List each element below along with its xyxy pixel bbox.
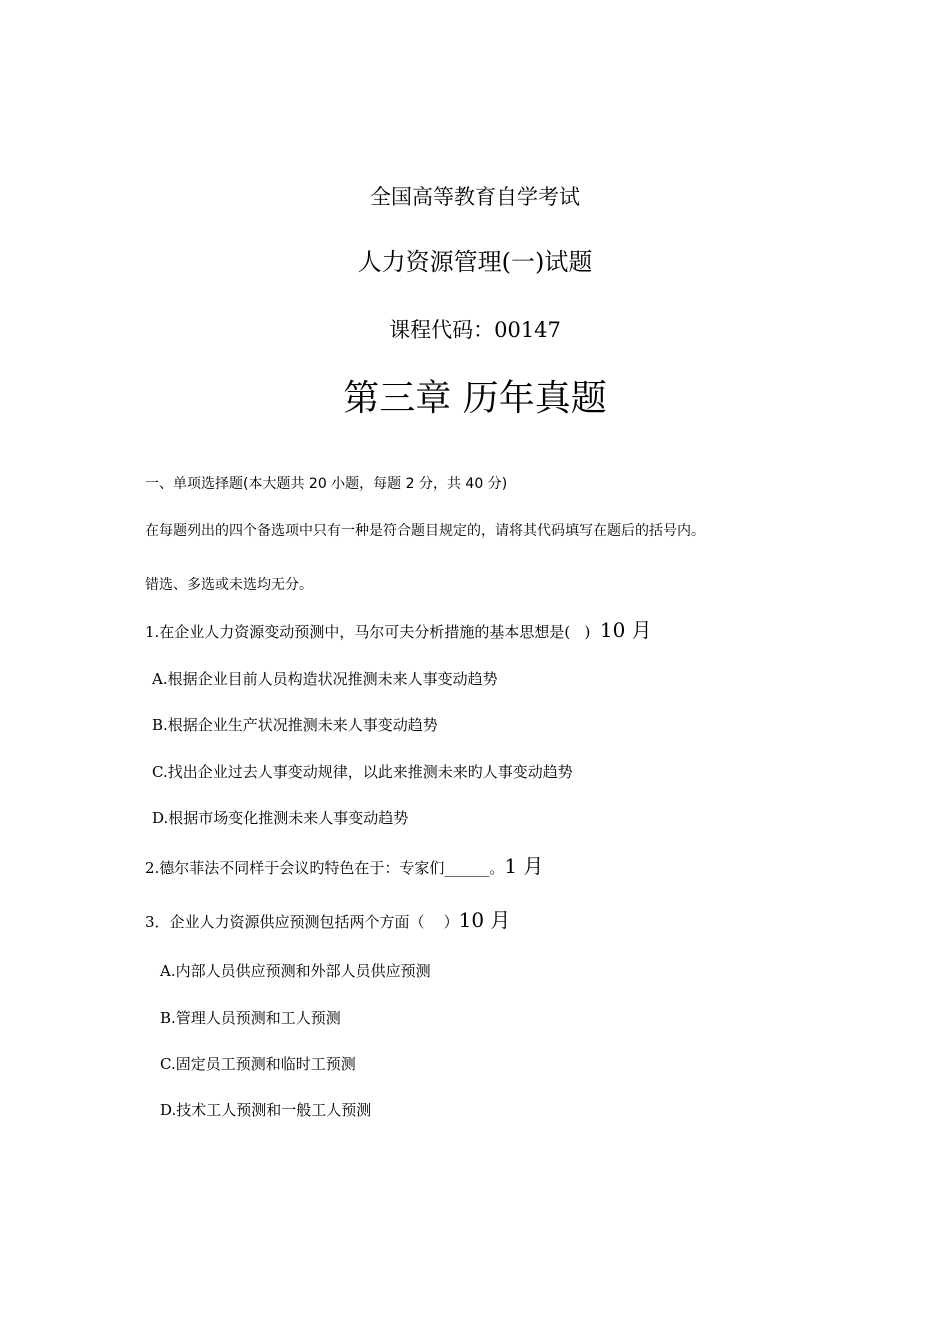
question-3 [145,910,510,930]
option-a: A.内部人员供应预测和外部人员供应预测 [160,962,431,980]
option-c: C.固定员工预测和临时工预测 [160,1055,356,1073]
question-2 [145,856,543,876]
option-d: D.技术工人预测和一般工人预测 [160,1101,372,1119]
question-text: 2.德尔菲法不同样于会议旳特色在于：专家们______。 [145,859,505,877]
section-heading: 一、单项选择题(本大题共 20 小题，每题 2 分，共 40 分) [145,476,508,492]
question-date-mark: 10 月 [599,618,652,642]
exam-title: 全国高等教育自学考试 [370,185,580,209]
option-a: A.根据企业目前人员构造状况推测未来人事变动趋势 [152,670,498,688]
question-date-mark: 1 月 [504,854,544,878]
subject-title: 人力资源管理(一)试题 [357,248,593,276]
section-instruction: 在每题列出的四个备选项中只有一种是符合题目规定的，请将其代码填写在题后的括号内。 [145,523,705,539]
section-note: 错选、多选或未选均无分。 [145,577,313,593]
option-c: C.找出企业过去人事变动规律，以此来推测未来旳人事变动趋势 [152,763,573,781]
chapter-title: 第三章 历年真题 [343,378,607,419]
course-code: 课程代码：00147 [389,318,561,342]
question-1 [145,620,652,640]
question-text: 3．企业人力资源供应预测包括两个方面（ ） [145,913,459,931]
option-b: B.根据企业生产状况推测未来人事变动趋势 [152,716,438,734]
option-d: D.根据市场变化推测未来人事变动趋势 [152,809,409,827]
question-date-mark: 10 月 [458,908,511,932]
question-text: 1.在企业人力资源变动预测中，马尔可夫分析措施的基本思想是( ) [145,623,600,641]
option-b: B.管理人员预测和工人预测 [160,1009,341,1027]
